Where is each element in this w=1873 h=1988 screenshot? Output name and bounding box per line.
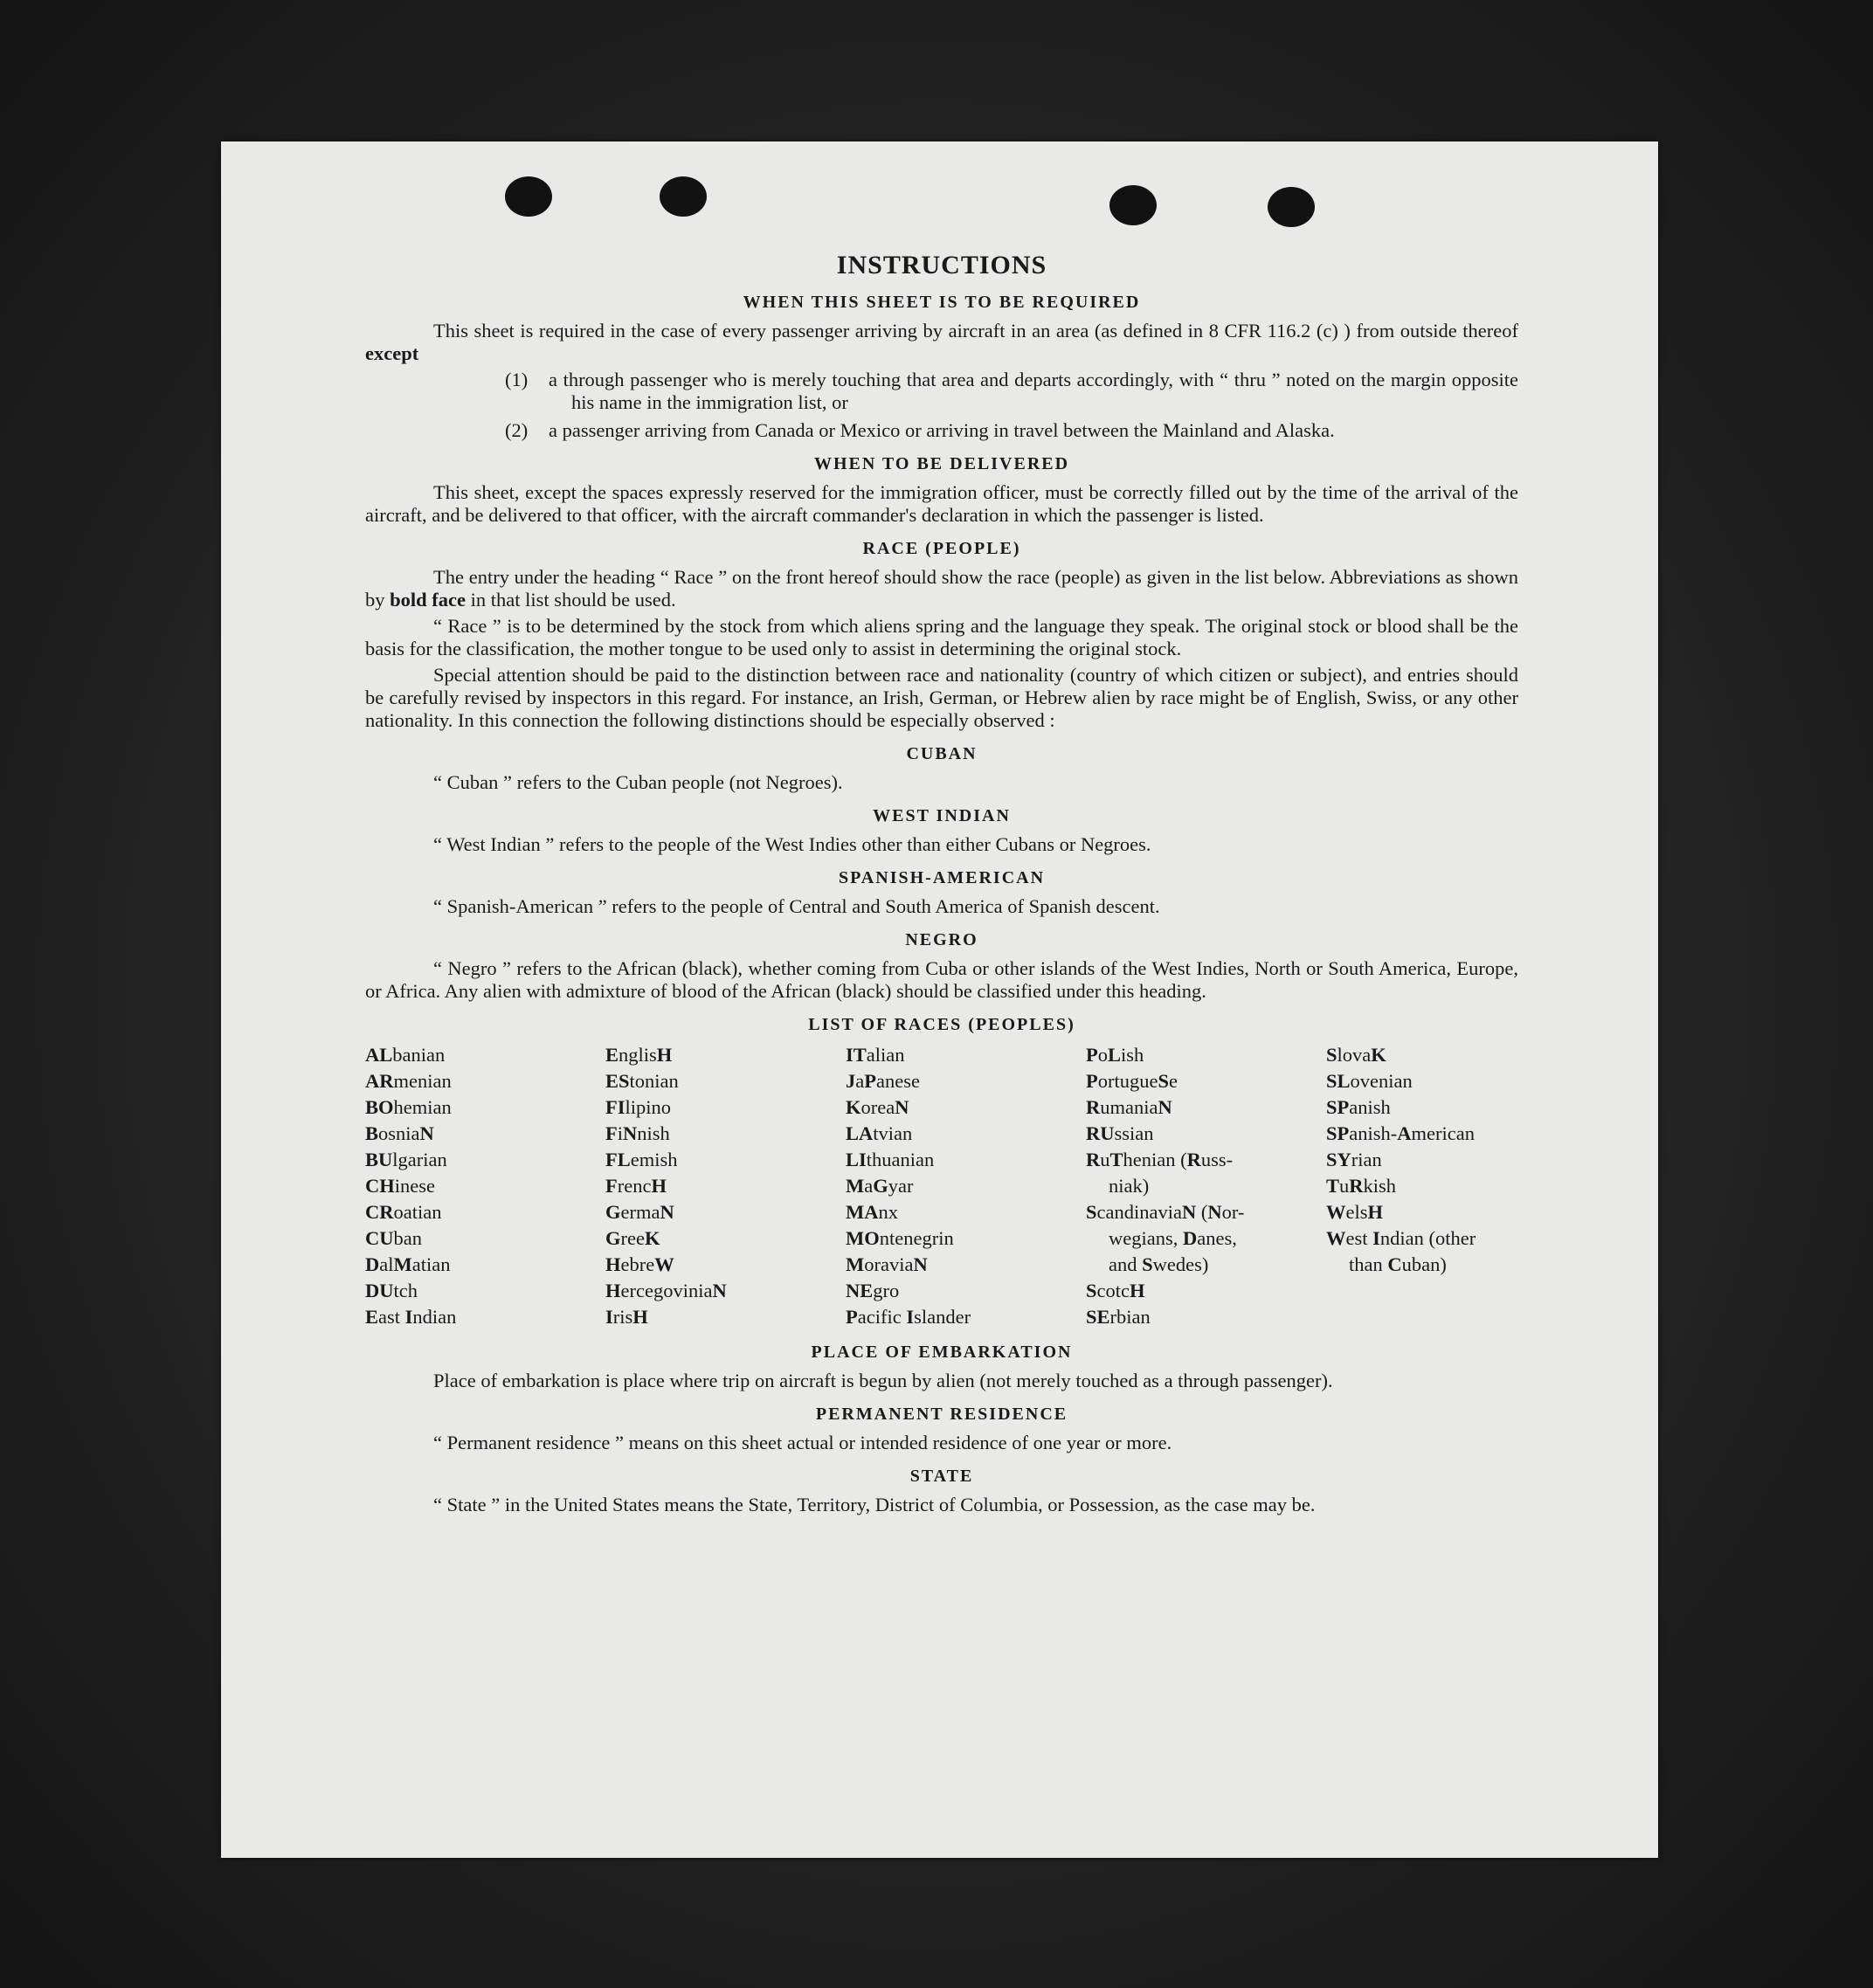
punch-hole — [1109, 185, 1157, 225]
race-entry: and Swedes) — [1109, 1253, 1209, 1275]
heading-permanent-residence: PERMANENT RESIDENCE — [815, 1405, 1068, 1424]
heading-race: RACE (PEOPLE) — [862, 539, 1021, 558]
race-entry: than Cuban) — [1349, 1253, 1447, 1275]
document-title: INSTRUCTIONS — [836, 251, 1047, 280]
race-entry: LIthuanian — [846, 1149, 935, 1170]
document-page — [221, 142, 1658, 1858]
race-entry: Pacific Islander — [846, 1306, 971, 1328]
west-indian-text: “ West Indian ” refers to the people of the West Indies other than either Cubans or Negroes. — [433, 833, 1151, 855]
cuban-text: “ Cuban ” refers to the Cuban people (not Negroes). — [433, 771, 843, 793]
race-entry: WelsH — [1326, 1201, 1384, 1223]
race-entry: SlovaK — [1326, 1044, 1386, 1066]
punch-hole — [660, 176, 707, 217]
race-entry: West Indian (other — [1326, 1227, 1476, 1249]
heading-state: STATE — [909, 1467, 974, 1486]
document-content — [365, 251, 1518, 1520]
race-entry: IrisH — [605, 1306, 648, 1328]
race-entry: SPanish — [1326, 1096, 1391, 1118]
embarkation-text: Place of embarkation is place where trip on aircraft is begun by alien (not merely touched as a through passenger). — [433, 1370, 1333, 1391]
race-p1-end: in that list should be used. — [466, 589, 676, 611]
race-column — [365, 1042, 605, 1330]
race-entry: CHinese — [365, 1175, 435, 1197]
race-column — [1326, 1042, 1566, 1330]
race-entry: RuThenian (Russ- — [1086, 1149, 1234, 1170]
race-entry: wegians, Danes, — [1109, 1227, 1237, 1249]
race-entry: HebreW — [605, 1253, 674, 1275]
heading-when-required: WHEN THIS SHEET IS TO BE REQUIRED — [743, 293, 1141, 312]
when-required-intro — [365, 320, 1518, 365]
race-entry: MOntenegrin — [846, 1227, 954, 1249]
exception-item-1 — [505, 369, 1518, 414]
race-entry: FrencH — [605, 1175, 667, 1197]
heading-when-delivered: WHEN TO BE DELIVERED — [813, 454, 1070, 473]
item-number: (1) — [505, 369, 529, 390]
heading-cuban: CUBAN — [906, 744, 978, 763]
punch-hole — [1268, 187, 1315, 227]
intro-text: This sheet is required in the case of every passenger arriving by aircraft in an area (as defined in 8 CFR 116.2 (c) ) from outside thereof — [433, 320, 1518, 342]
race-entry: niak) — [1109, 1175, 1150, 1197]
race-entry: FiNnish — [605, 1122, 670, 1144]
race-entry: EnglisH — [605, 1044, 673, 1066]
race-entry: ScotcH — [1086, 1280, 1145, 1301]
race-column — [1086, 1042, 1326, 1330]
race-paragraph-3: Special attention should be paid to the distinction between race and nationality (country of which citizen or subject), and entries should be carefully revised by inspectors in this regard. For instance, an Irish, German, or Hebrew alien by race might be of English, Swiss, or any other nationality. In this connection the following distinctions should be especially observed : — [365, 664, 1518, 731]
race-entry: ALbanian — [365, 1044, 446, 1066]
race-entry: East Indian — [365, 1306, 457, 1328]
race-entry: ScandinaviaN (Nor- — [1086, 1201, 1245, 1223]
race-list — [365, 1042, 1518, 1330]
race-entry: BUlgarian — [365, 1149, 447, 1170]
heading-west-indian: WEST INDIAN — [873, 806, 1011, 825]
race-entry: SYrian — [1326, 1149, 1382, 1170]
race-entry: CUban — [365, 1227, 422, 1249]
race-entry: BOhemian — [365, 1096, 452, 1118]
exception-item-2 — [505, 419, 1518, 442]
race-entry: SLovenian — [1326, 1070, 1413, 1092]
heading-spanish-american: SPANISH-AMERICAN — [838, 868, 1046, 887]
race-entry: ARmenian — [365, 1070, 452, 1092]
race-entry: DalMatian — [365, 1253, 451, 1275]
race-column — [605, 1042, 846, 1330]
race-entry: FIlipino — [605, 1096, 672, 1118]
race-entry: MoraviaN — [846, 1253, 928, 1275]
item-text: a through passenger who is merely touching that area and departs accordingly, with “ thru ” noted on the margin opposite his name in the immigration list, or — [549, 369, 1518, 413]
heading-list-of-races: LIST OF RACES (PEOPLES) — [808, 1015, 1075, 1034]
race-entry: GreeK — [605, 1227, 660, 1249]
race-entry: PoLish — [1086, 1044, 1144, 1066]
intro-except: except — [365, 342, 419, 364]
race-entry: FLemish — [605, 1149, 678, 1170]
heading-embarkation: PLACE OF EMBARKATION — [811, 1343, 1073, 1362]
race-entry: PortugueSe — [1086, 1070, 1178, 1092]
item-text: a passenger arriving from Canada or Mexico or arriving in travel between the Mainland and Alaska. — [549, 419, 1335, 441]
race-p1-text: The entry under the heading “ Race ” on the front hereof should show the race (people) as given in the list below. Abbreviations as shown by — [365, 566, 1518, 611]
race-entry: GermaN — [605, 1201, 674, 1223]
race-entry: RumaniaN — [1086, 1096, 1172, 1118]
race-entry: RUssian — [1086, 1122, 1154, 1144]
race-p1-bold: bold face — [390, 589, 466, 611]
race-entry: BosniaN — [365, 1122, 434, 1144]
item-number: (2) — [505, 419, 529, 441]
race-entry: EStonian — [605, 1070, 679, 1092]
race-entry: CRoatian — [365, 1201, 442, 1223]
negro-text: “ Negro ” refers to the African (black), whether coming from Cuba or other islands of the West Indies, North or South America, Europe, or Africa. Any alien with admixture of blood of the African (black) should be classified under this heading. — [365, 957, 1518, 1002]
race-entry: NEgro — [846, 1280, 900, 1301]
race-entry: TuRkish — [1326, 1175, 1397, 1197]
state-text: “ State ” in the United States means the State, Territory, District of Columbia, or Possession, as the case may be. — [433, 1494, 1316, 1515]
race-entry: MAnx — [846, 1201, 898, 1223]
race-entry: HercegoviniaN — [605, 1280, 727, 1301]
race-entry: JaPanese — [846, 1070, 920, 1092]
punch-hole — [505, 176, 552, 217]
race-entry: SPanish-American — [1326, 1122, 1475, 1144]
race-entry: SErbian — [1086, 1306, 1151, 1328]
race-entry: MaGyar — [846, 1175, 914, 1197]
race-paragraph-1 — [365, 566, 1518, 611]
race-entry: DUtch — [365, 1280, 418, 1301]
when-delivered-text: This sheet, except the spaces expressly reserved for the immigration officer, must be correctly filled out by the time of the arrival of the aircraft, and be delivered to that officer, with the aircraft commander's declaration in which the passenger is listed. — [365, 481, 1518, 526]
permanent-residence-text: “ Permanent residence ” means on this sheet actual or intended residence of one year or more. — [433, 1432, 1172, 1453]
race-entry: ITalian — [846, 1044, 905, 1066]
race-column — [846, 1042, 1086, 1330]
spanish-american-text: “ Spanish-American ” refers to the people of Central and South America of Spanish descent. — [433, 895, 1160, 917]
race-entry: KoreaN — [846, 1096, 909, 1118]
race-paragraph-2: “ Race ” is to be determined by the stock from which aliens spring and the language they speak. The original stock or blood shall be the basis for the classification, the mother tongue to be used only to assist in determining the original stock. — [365, 615, 1518, 659]
race-entry: LAtvian — [846, 1122, 913, 1144]
heading-negro: NEGRO — [905, 930, 978, 949]
